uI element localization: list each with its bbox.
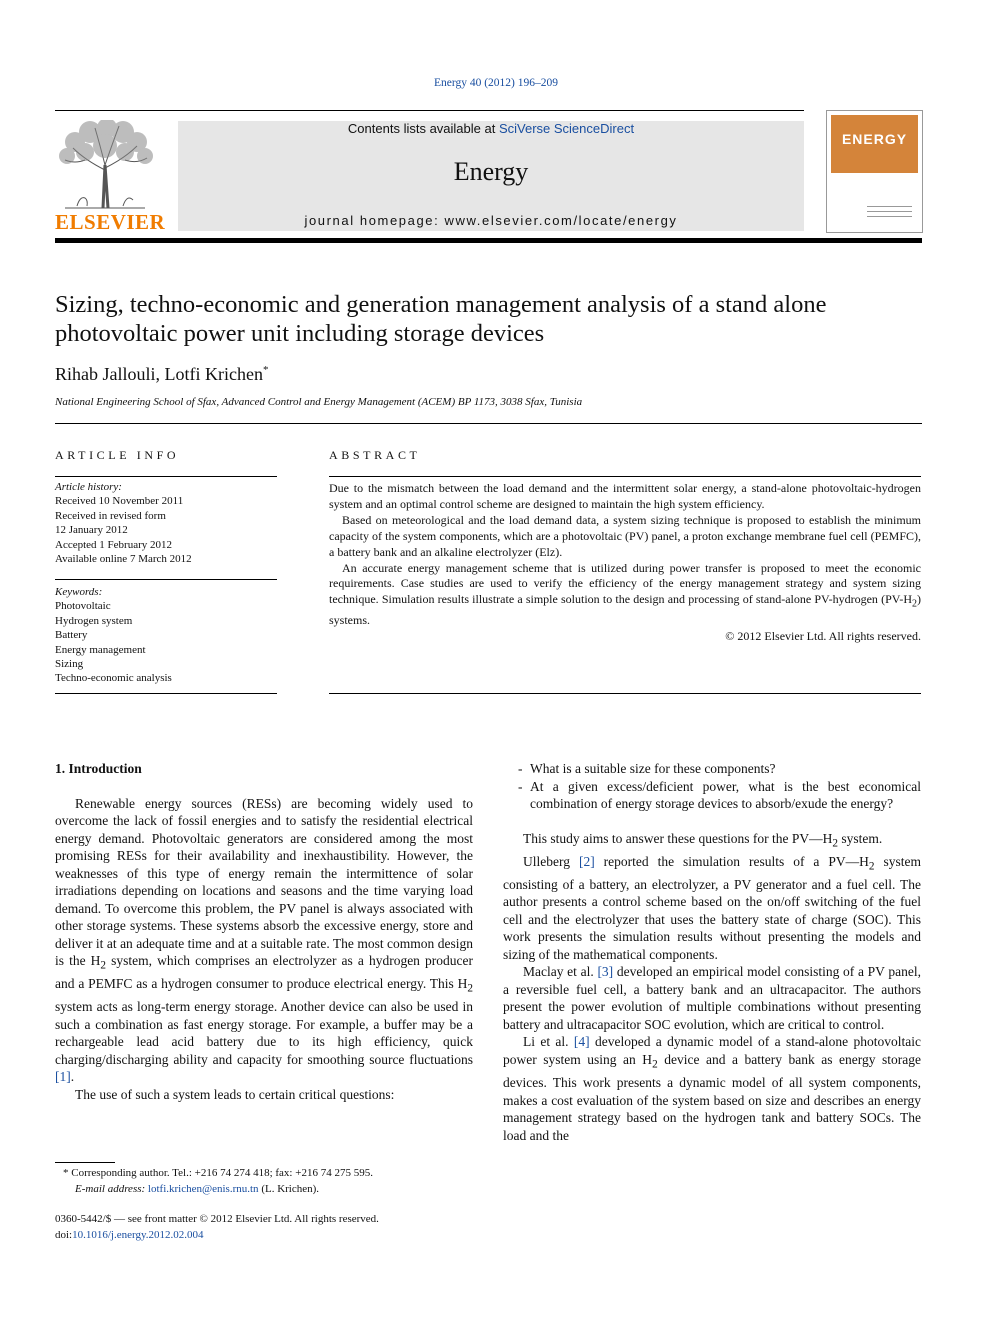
abstract-paragraph: Due to the mismatch between the load demand and the intermittent solar energy, a stand-alone photovoltaic-hydrogen system and an optimal control scheme are designed to maintain the high system efficiency. [329, 481, 921, 511]
article-info-bottom-rule [55, 693, 277, 694]
corresponding-footnote [55, 1165, 473, 1197]
citation-link[interactable]: [3] [597, 964, 614, 980]
history-item: 12 January 2012 [55, 524, 128, 537]
abstract-paragraph: Based on meteorological and the load demand data, a system sizing technique is proposed to establish the minimum capacity of the system components, which are a photovoltaic (PV) panel, a proton exchange membrane fuel cell (PEMFC), a battery bank and an alkaline electrolyzer (Elz). [329, 512, 921, 559]
history-item: Received in revised form [55, 509, 166, 522]
history-item: Available online 7 March 2012 [55, 553, 192, 566]
header-thick-rule [55, 238, 922, 243]
journal-homepage[interactable]: journal homepage: www.elsevier.com/locate/energy [304, 213, 678, 228]
keyword-item: Techno-economic analysis [55, 672, 172, 685]
keyword-item: Hydrogen system [55, 614, 133, 627]
footnote-email: E-mail address: lotfi.krichen@enis.rnu.tn (L. Krichen). [75, 1183, 320, 1195]
journal-name: Energy [453, 157, 529, 186]
doi-link[interactable]: 10.1016/j.energy.2012.02.004 [72, 1229, 204, 1241]
intro-right-column [503, 760, 921, 1144]
affiliation: National Engineering School of Sfax, Advanced Control and Energy Management (ACEM) BP 1173, 3038 Sfax, Tunisia [55, 396, 583, 408]
title-rule [55, 423, 922, 424]
journal-cover-thumbnail [826, 110, 923, 233]
cover-title: ENERGY [841, 131, 908, 147]
header-rule [55, 110, 804, 111]
intro-paragraph: Ulleberg [2] reported the simulation results of a $PV—H_2$ system consisting of a battery, an electrolyzer, a PV generator and a fuel cell. The author presents a control scheme based on the on/off switching of the fuel cell and the electrolyzer that uses the battery state of charge (SOC). This work presents the simulation results without presenting the models and sizing of the mathematical components. [503, 853, 921, 962]
abstract-heading: ABSTRACT [329, 448, 421, 462]
intro-left-column [55, 760, 473, 1103]
doi-line: doi:10.1016/j.energy.2012.02.004 [55, 1229, 204, 1241]
intro-paragraph: Renewable energy sources (RESs) are becoming widely used to overcome the lack of fossil energies and to satisfy the residential electrical energy demand. Photovoltaic generators are considered among the most promising RESs for their availability and inexhaustibility. However, the weaknesses of this type of energy remain the intermittence of solar irradiations depending on locations and seasons and the time varying load demand. To overcome this problem, the PV panel is always associated with other storage systems. These systems absorb the excessive energy, store and deliver it at an adequate time and at a suitable rate. The most common design is the $H_2$ system, which comprises an electrolyzer as a hydrogen producer and a PEMFC as a hydrogen consumer to produce electrical energy. This $H_2$ system acts as long-term energy storage. Another device can also be used in such a combination as fast energy storage. For example, a buffer may be a rechargeable lead acid battery due to its high efficiency, quick charging/discharging ability and capacity for smoothing source fluctuations [1]. [55, 795, 473, 1085]
journal-reference[interactable]: Energy 40 (2012) 196–209 [433, 77, 559, 89]
history-label: Article history: [55, 481, 122, 493]
front-matter [55, 1211, 485, 1243]
issn-line: 0360-5442/$ — see front matter © 2012 Elsevier Ltd. All rights reserved. [55, 1213, 379, 1225]
article-history [55, 480, 277, 566]
footnote-rule [55, 1162, 115, 1163]
keyword-item: Energy management [55, 643, 146, 656]
abstract-bottom-rule [329, 693, 921, 694]
keyword-item: Sizing [55, 658, 84, 671]
keywords-rule [55, 579, 277, 580]
intro-paragraph: Maclay et al. [3] developed an empirical model consisting of a PV panel, a reversible fuel cell, a battery bank and an ultracapacitor. The authors present the power evolution of multiple combinations without presenting battery and ultracapacitor SOC evolution, which are critical to control. [503, 964, 921, 1032]
keyword-item: Battery [55, 629, 88, 642]
abstract-body [329, 481, 921, 644]
sciencedirect-link[interactable]: SciVerse ScienceDirect [498, 121, 635, 136]
corresponding-author-mark[interactable]: * [262, 364, 269, 376]
history-item: Accepted 1 February 2012 [55, 538, 172, 551]
intro-paragraph: Li et al. [4] developed a dynamic model of a stand-alone photovoltaic power system using an $H_2$ device and a battery bank as energy storage devices. This work presents a dynamic model of all system components, makes a cost evaluation of the system based on size and describes an energy management strategy based on the hydrogen tank and battery SOCs. The load and the [503, 1034, 922, 1143]
journal-banner [178, 121, 804, 231]
abstract-rule [329, 476, 921, 477]
question-list [503, 760, 921, 813]
article-info-heading: ARTICLE INFO [55, 448, 180, 462]
history-item: Received 10 November 2011 [55, 495, 184, 508]
footnote-correspondence: * Corresponding author. Tel.: +216 74 274 418; fax: +216 74 275 595. [63, 1167, 373, 1179]
article-title: Sizing, techno-economic and generation management analysis of a stand alone photovoltaic power unit including storage devices [55, 291, 827, 347]
elsevier-wordmark: ELSEVIER [55, 210, 166, 234]
intro-paragraph: The use of such a system leads to certain critical questions: [75, 1086, 395, 1102]
contents-line: Contents lists available at SciVerse ScienceDirect [347, 121, 635, 136]
question-item: - What is a suitable size for these components? [503, 760, 921, 778]
authors: Rihab Jallouli, Lotfi Krichen* [55, 364, 269, 384]
keywords-label: Keywords: [55, 586, 103, 598]
intro-paragraph: This study aims to answer these questions for the $PV—H_2$ system. [523, 830, 883, 850]
abstract-paragraph: An accurate energy management scheme that is utilized during power transfer is proposed to meet the economic requirements. Case studies are used to verify the efficiency of the energy management strategy and system sizing technique. Simulation results illustrate a simple solution to the design and processing of stand-alone PV-hydrogen $(PV-H_2)$ systems. [329, 560, 921, 627]
citation-link[interactable]: [1] [55, 1069, 71, 1085]
keywords [55, 585, 277, 686]
section-title-introduction: 1. Introduction [55, 761, 142, 776]
citation-link[interactable]: [2] [578, 853, 595, 869]
keyword-item: Photovoltaic [55, 600, 111, 613]
abstract-copyright: © 2012 Elsevier Ltd. All rights reserved. [725, 628, 921, 643]
article-info-rule [55, 476, 277, 477]
question-item: - At a given excess/deficient power, what is the best economical combination of energy storage devices to absorb/exude the energy? [503, 778, 921, 813]
citation-link[interactable]: [4] [573, 1034, 590, 1050]
email-link[interactable]: lotfi.krichen@enis.rnu.tn [147, 1183, 259, 1195]
